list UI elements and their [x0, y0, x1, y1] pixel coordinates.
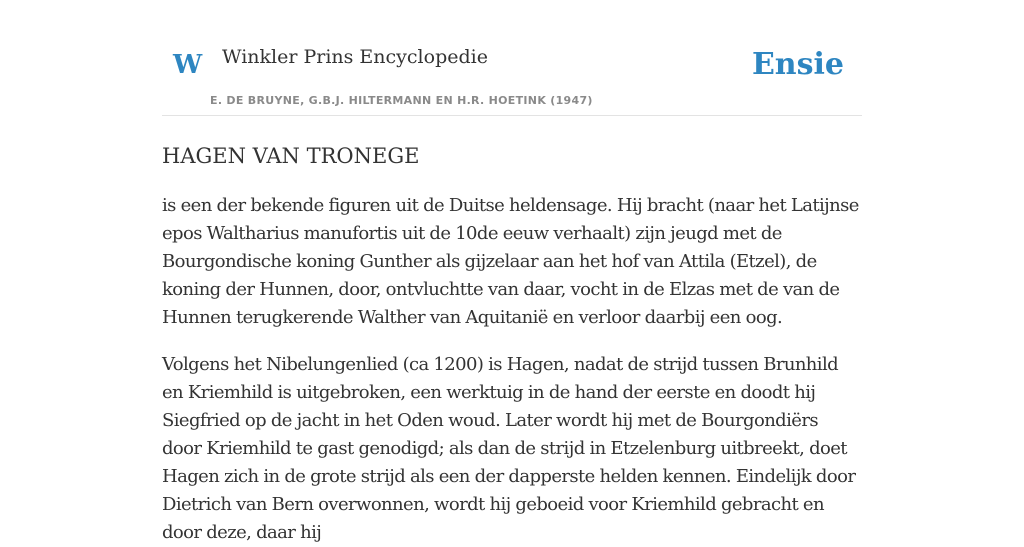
- site-header: [162, 0, 862, 116]
- ensie-logo-link[interactable]: Ensie: [751, 47, 844, 82]
- source-authors: E. DE BRUYNE, G.B.J. HILTERMANN EN H.R. HOETINK (1947): [210, 94, 593, 107]
- article-body: [162, 192, 862, 547]
- source-title[interactable]: Winkler Prins Encyclopedie: [222, 46, 488, 68]
- article-paragraph-1: is een der bekende figuren uit de Duitse heldensage. Hij bracht (naar het Latijnse epos Waltharius manufortis uit de 10de eeuw verhaalt) zijn jeugd met de Bourgondische koning Gunther als gijzelaar aan het hof van Attila (Etzel), de koning der Hunnen, door, ontvluchtte van daar, vocht in de Elzas met de van de Hunnen terugkerende Walther van Aquitanië en verloor daarbij een oog.: [162, 195, 859, 329]
- article-paragraph-2: Volgens het Nibelungenlied (ca 1200) is Hagen, nadat de strijd tussen Brunhild en Kriemhild is uitgebroken, een werktuig in de hand der eerste en doodt hij Siegfried op de jacht in het Oden woud. Later wordt hij met de Bourgondiërs door Kriemhild te gast genodigd; als dan de strijd in Etzelenburg uitbreekt, doet Hagen zich in de grote strijd als een der dapperste helden kennen. Eindelijk door Dietrich van Bern overwonnen, wordt hij geboeid voor Kriemhild gebracht en door deze, daar hij: [162, 354, 856, 544]
- article-title: HAGEN VAN TRONEGE: [162, 144, 420, 168]
- winkler-prins-logo[interactable]: W: [173, 50, 203, 80]
- page: [162, 0, 862, 544]
